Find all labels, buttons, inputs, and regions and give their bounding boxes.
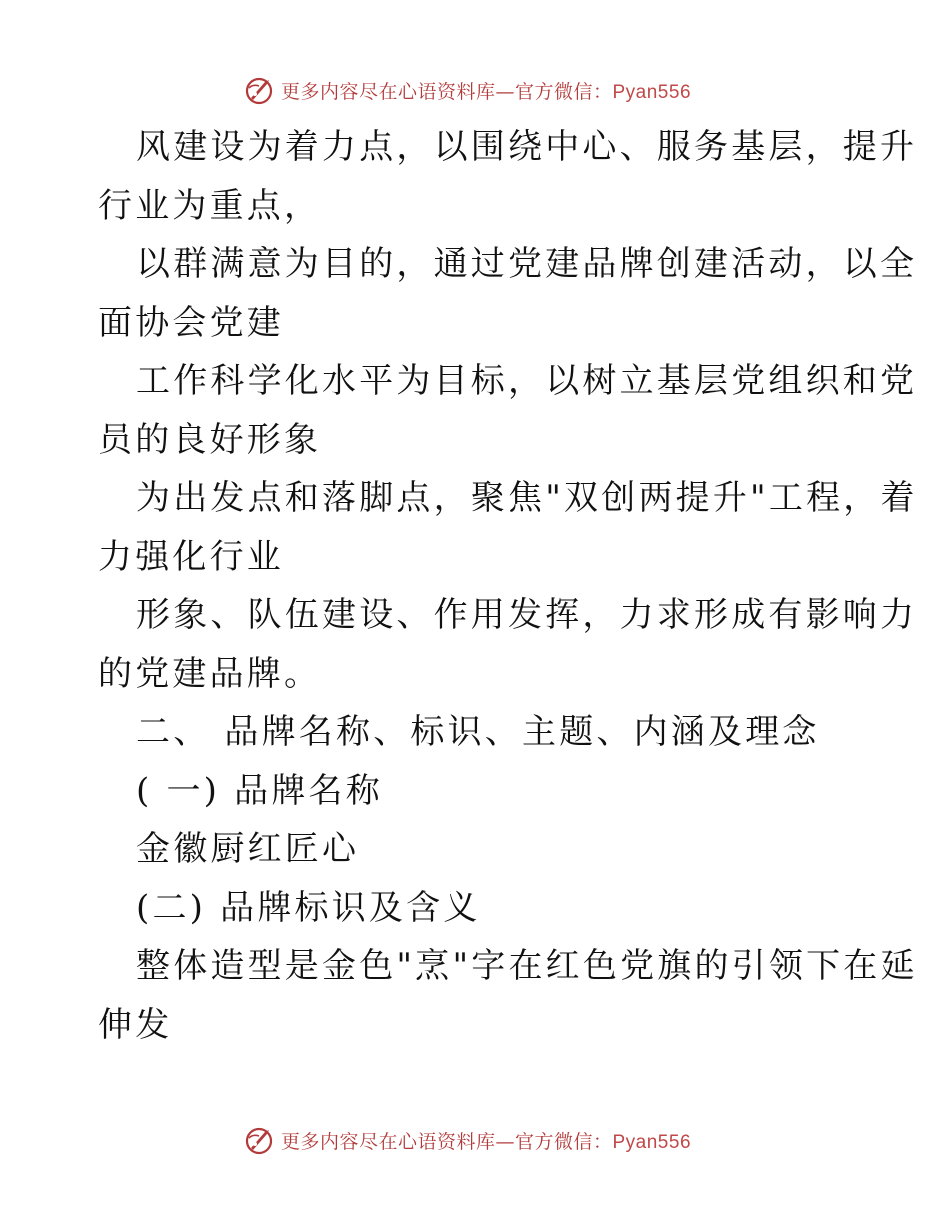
footer-watermark-banner — [0, 1120, 950, 1160]
footer-wechat-id: Pyan556 — [612, 1131, 692, 1153]
paragraph-line: 工作科学化水平为目标，以树立基层党组织和党 — [136, 361, 918, 401]
paragraph-line: 整体造型是金色"烹"字在红色党旗的引领下在延 — [136, 946, 918, 986]
paragraph-line: 的党建品牌。 — [98, 653, 322, 694]
brand-name-text: 金徽厨红匠心 — [136, 829, 360, 869]
header-watermark-banner — [0, 70, 950, 110]
paragraph-line: 行业为重点， — [98, 185, 322, 226]
paragraph-line: 风建设为着力点，以围绕中心、服务基层，提升 — [136, 127, 918, 167]
document-body — [98, 118, 918, 1054]
paragraph-line: 力强化行业 — [98, 536, 284, 577]
paragraph-line: 以群满意为目的，通过党建品牌创建活动，以全 — [136, 244, 918, 284]
quill-pen-circle-icon — [243, 74, 275, 106]
header-wechat-id: Pyan556 — [612, 81, 692, 103]
footer-banner-text: 更多内容尽在心语资料库—官方微信：Pyan556 — [280, 1130, 692, 1153]
paragraph-line: 面协会党建 — [98, 302, 284, 343]
subsection-heading: ( 一) 品牌名称 — [136, 770, 383, 811]
paragraph-line: 为出发点和落脚点，聚焦"双创两提升"工程，着 — [136, 478, 918, 518]
paragraph-line: 伸发 — [98, 1004, 173, 1045]
paragraph-line: 员的良好形象 — [98, 419, 322, 460]
paragraph-line: 形象、队伍建设、作用发挥，力求形成有影响力 — [136, 595, 918, 635]
subsection-heading: (二) 品牌标识及含义 — [136, 887, 481, 928]
header-banner-text: 更多内容尽在心语资料库—官方微信：Pyan556 — [280, 80, 692, 103]
section-heading: 二、 品牌名称、标识、主题、内涵及理念 — [136, 712, 820, 752]
quill-pen-circle-icon — [243, 1124, 275, 1156]
